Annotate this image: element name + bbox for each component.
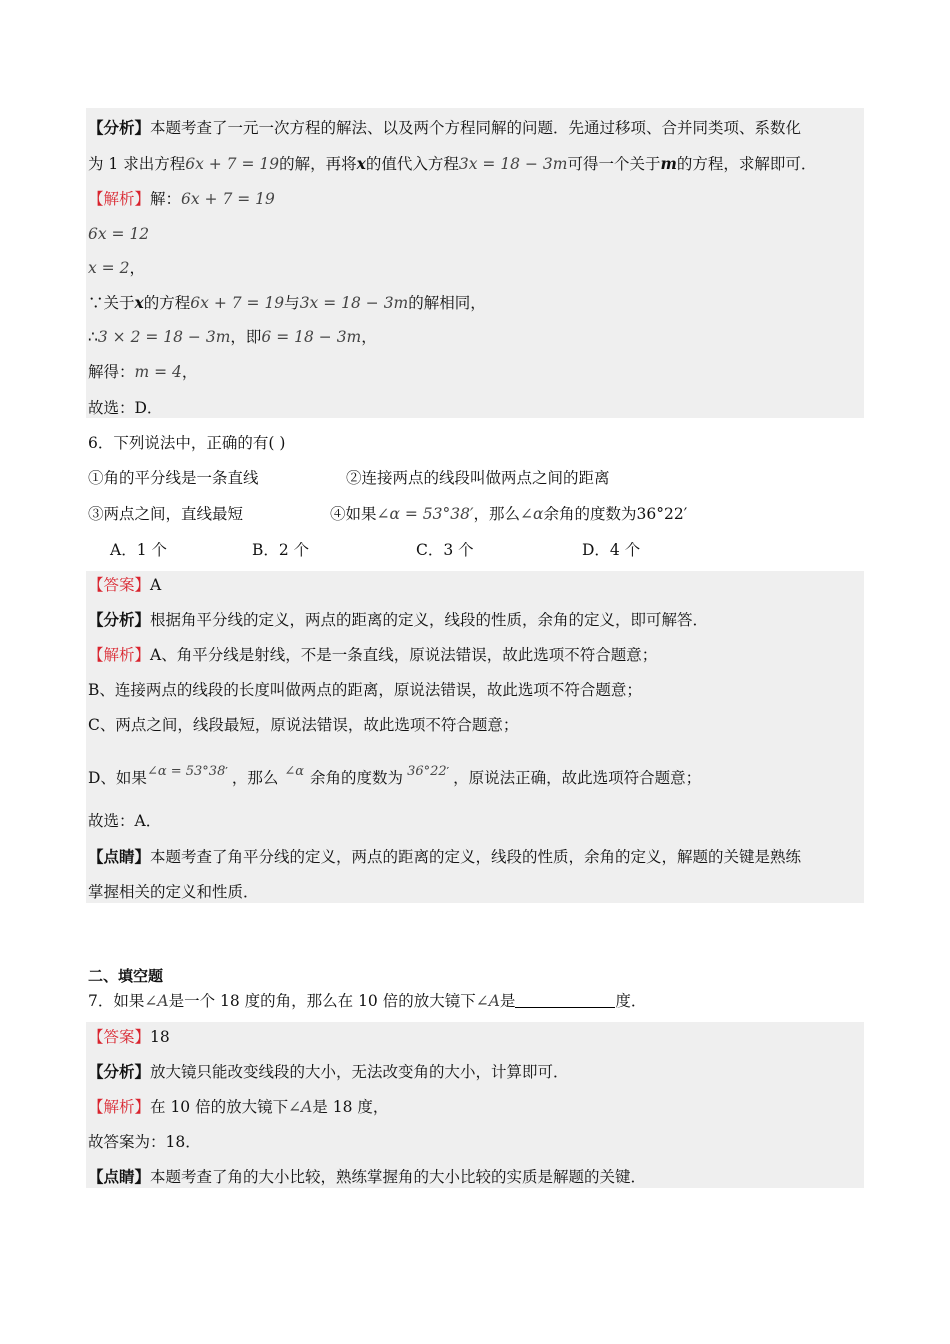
q6-solution-b: B、连接两点的线段的长度叫做两点的距离，原说法错误，故此选项不符合题意； [88,681,642,699]
q5-analysis-line-1: 【分析】本题考查了一元一次方程的解法、以及两个方程同解的问题．先通过移项、合并同类项、系数化 [88,118,802,137]
section-heading: 二、填空题 [88,967,164,985]
analysis-tag: 【分析】 [88,610,151,629]
solution-tag: 【解析】 [88,190,151,208]
option-b: B．2 个 [252,541,310,559]
statement-1: ①角的平分线是一条直线 [88,469,259,487]
q6-answer: 【答案】A [88,576,162,594]
q6-remark-2: 掌握相关的定义和性质． [88,883,259,901]
q5-choice: 故选：D． [88,399,163,417]
solution-tag: 【解析】 [88,1098,151,1116]
q7-solution: 【解析】在 10 倍的放大镜下∠A是 18 度， [88,1098,389,1116]
remark-tag: 【点睛】 [88,847,151,866]
statement-4: ④如果∠α = 53°38′，那么∠α余角的度数为36°22′ [330,505,688,523]
option-d: D．4 个 [582,541,641,559]
statement-3: ③两点之间，直线最短 [88,505,244,523]
solution-tag: 【解析】 [88,646,151,664]
q6-analysis: 【分析】根据角平分线的定义，两点的距离的定义，线段的性质，余角的定义，即可解答． [88,610,709,629]
q5-solution-line-1: 【解析】解：6x + 7 = 19 [88,190,275,208]
option-a: A．1 个 [110,541,167,559]
q7-stem: 7．如果∠A是一个 18 度的角，那么在 10 倍的放大镜下∠A是 度． [88,992,647,1010]
q6-remark-1: 【点睛】本题考查了角平分线的定义，两点的距离的定义，线段的性质，余角的定义，解题的关键是熟练 [88,847,802,866]
statement-2: ②连接两点的线段叫做两点之间的距离 [346,469,610,487]
q5-step-2: 6x = 12 [88,225,150,243]
equation: 6x + 7 = 19 [185,155,280,173]
answer-tag: 【答案】 [88,576,151,594]
answer-blank [515,993,615,1008]
q7-answer: 【答案】18 [88,1028,170,1046]
q7-analysis: 【分析】放大镜只能改变线段的大小，无法改变角的大小，计算即可． [88,1062,569,1081]
q5-step-6: 解得：m = 4， [88,363,198,381]
option-c: C．3 个 [416,541,474,559]
q6-solution-d: D、如果$^{\angle\alpha = 53^\circ 38'}$ ，那么 $^{\angle\alpha}$ 余角的度数为 $^{36^\circ 22'}$ ，原说法正确，故此选项符合题意； [88,764,702,787]
analysis-tag: 【分析】 [88,118,151,137]
q7-solution-2: 故答案为：18． [88,1133,201,1151]
q6-solution-a: 【解析】A、角平分线是射线，不是一条直线，原说法错误，故此选项不符合题意； [88,646,658,664]
q5-analysis-line-2: 为 1 求出方程6x + 7 = 19的解，再将x的值代入方程3x = 18 − 3m可得一个关于m的方程，求解即可． [88,154,817,173]
equation: 3x = 18 − 3m [458,155,568,173]
analysis-tag: 【分析】 [88,1062,151,1081]
q6-stem: 6．下列说法中，正确的有( ) [88,434,286,452]
remark-tag: 【点睛】 [88,1167,151,1186]
q7-remark: 【点睛】本题考查了角的大小比较，熟练掌握角的大小比较的实质是解题的关键． [88,1167,647,1186]
q5-step-3: x = 2， [88,259,145,277]
answer-tag: 【答案】 [88,1028,151,1046]
q6-choice: 故选：A． [88,812,162,830]
q5-step-5: ∴3 × 2 = 18 − 3m，即6 = 18 − 3m， [88,328,377,346]
q6-solution-c: C、两点之间，线段最短，原说法错误，故此选项不符合题意； [88,716,519,734]
q5-step-4: ∵关于x的方程6x + 7 = 19与3x = 18 − 3m的解相同， [88,293,486,312]
